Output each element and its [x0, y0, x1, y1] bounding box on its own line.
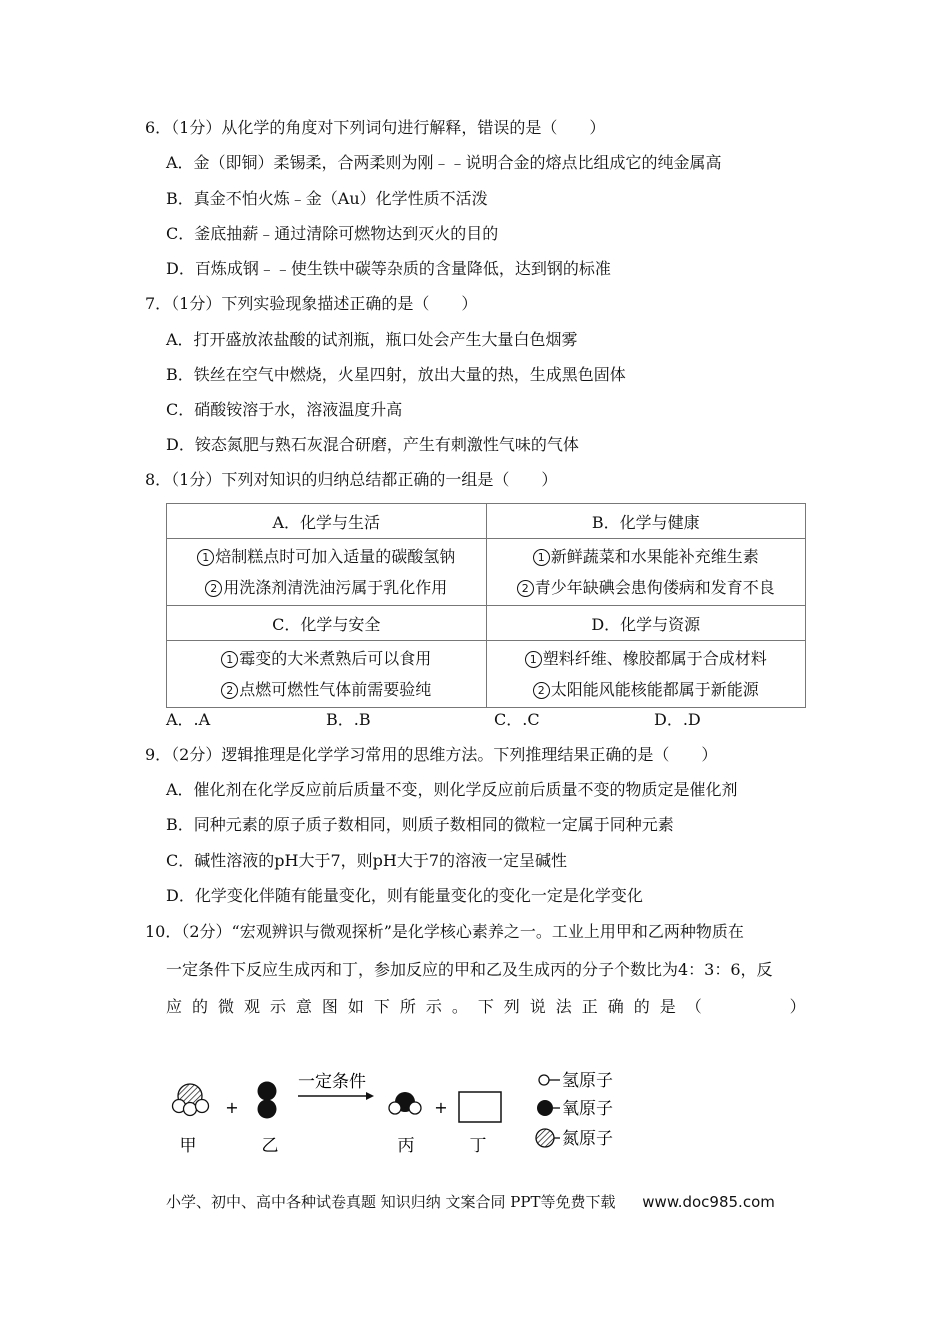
table-header-d: D．化学与资源: [486, 606, 806, 641]
q10-char: 图: [321, 997, 338, 1016]
number-1-icon: 1: [533, 549, 550, 566]
q9-option-b: B．同种元素的原子质子数相同，则质子数相同的微粒一定属于同种元素: [166, 815, 674, 834]
q8-answer-c: C．.C: [494, 710, 540, 729]
number-1-icon: 1: [197, 549, 214, 566]
table-header-b: B．化学与健康: [486, 504, 806, 539]
q6-stem: 6．（1分）从化学的角度对下列词句进行解释，错误的是（ ）: [145, 118, 606, 137]
q7-option-d: D．铵态氮肥与熟石灰混合研磨，产生有刺激性气味的气体: [166, 435, 579, 454]
label-jia: 甲: [179, 1136, 197, 1156]
q8-answer-a: A．.A: [166, 710, 211, 729]
legend-nitrogen: [536, 1129, 613, 1149]
q10-char: 所: [399, 997, 416, 1016]
cell-a-item-1: 焙制糕点时可加入适量的碳酸氢钠: [215, 547, 456, 566]
q8-answer-d: D．.D: [654, 710, 701, 729]
number-2-icon: 2: [517, 580, 534, 597]
cell-b-item-2: 青少年缺碘会患佝偻病和发育不良: [534, 578, 775, 597]
q10-char: [712, 997, 728, 1017]
q6-option-b: B．真金不怕火炼﹣金（Au）化学性质不活泼: [166, 189, 488, 208]
q7-option-b: B．铁丝在空气中燃烧，火星四射，放出大量的热，生成黑色固体: [166, 365, 626, 384]
unknown-product-box: [459, 1092, 501, 1122]
nitrogen-atom-icon: [536, 1129, 554, 1147]
q8-knowledge-table: [166, 503, 806, 708]
table-cell-b: [486, 539, 806, 606]
table-header-a: A．化学与生活: [167, 504, 487, 539]
q10-char: 是: [659, 997, 676, 1016]
plus-sign: +: [225, 1098, 239, 1117]
number-2-icon: 2: [221, 682, 238, 699]
number-2-icon: 2: [205, 580, 222, 597]
q10-char: [738, 997, 754, 1017]
legend-oxygen-label: 氧原子: [562, 1099, 613, 1119]
label-yi: 乙: [261, 1136, 279, 1156]
q10-char: 应: [166, 997, 183, 1016]
q10-char: 如: [347, 997, 364, 1016]
hydrogen-atom-icon: [539, 1075, 549, 1085]
q10-char: [764, 997, 780, 1017]
table-cell-a: [167, 539, 487, 606]
q10-stem-line-2: 一定条件下反应生成丙和丁，参加反应的甲和乙及生成丙的分子个数比为4：3：6，反: [166, 960, 773, 979]
q10-char: 的: [191, 997, 208, 1016]
q7-option-c: C．硝酸铵溶于水，溶液温度升高: [166, 400, 403, 419]
cell-a-item-2: 用洗涤剂清洗油污属于乳化作用: [223, 578, 448, 597]
q8-answer-b: B．.B: [326, 710, 371, 729]
label-ding: 丁: [469, 1136, 487, 1156]
q10-char: 下: [373, 997, 390, 1016]
q10-char: 法: [555, 997, 572, 1016]
q7-option-a: A．打开盛放浓盐酸的试剂瓶，瓶口处会产生大量白色烟雾: [166, 330, 578, 349]
q9-option-a: A．催化剂在化学反应前后质量不变，则化学反应前后质量不变的物质定是催化剂: [166, 780, 738, 799]
q10-stem-line-1: 10．（2分）“宏观辨识与微观探析”是化学核心素养之一。工业上用甲和乙两种物质在: [145, 922, 744, 941]
q10-char: 示: [269, 997, 286, 1016]
oxygen-atom-icon: [537, 1100, 553, 1116]
label-bing: 丙: [397, 1136, 415, 1156]
table-header-c: C．化学与安全: [167, 606, 487, 641]
reaction-condition: 一定条件: [298, 1072, 366, 1092]
cell-b-item-1: 新鲜蔬菜和水果能补充维生素: [550, 547, 759, 566]
cell-d-item-2: 太阳能风能核能都属于新能源: [550, 680, 759, 699]
q6-option-a: A．金（即铜）柔锡柔，合两柔则为刚﹣﹣说明合金的熔点比组成它的纯金属高: [166, 153, 722, 172]
q10-char: 意: [295, 997, 312, 1016]
molecule-bing-icon: [389, 1092, 421, 1114]
q6-option-c: C．釜底抽薪﹣通过清除可燃物达到灭火的目的: [166, 224, 499, 243]
q8-stem: 8．（1分）下列对知识的归纳总结都正确的一组是（ ）: [145, 470, 558, 489]
legend-hydrogen: [539, 1071, 613, 1091]
q10-char: （: [685, 997, 702, 1016]
arrow-head-icon: [366, 1092, 374, 1100]
cell-c-item-2: 点燃可燃性气体前需要验纯: [239, 680, 432, 699]
q10-char: 的: [633, 997, 650, 1016]
q7-stem: 7．（1分）下列实验现象描述正确的是（ ）: [145, 294, 478, 313]
q10-char: 确: [607, 997, 624, 1016]
reaction-diagram: [160, 1062, 640, 1162]
q10-char: 列: [503, 997, 520, 1016]
footer-url[interactable]: www.doc985.com: [642, 1193, 775, 1211]
number-1-icon: 1: [525, 651, 542, 668]
table-cell-c: [167, 641, 487, 708]
legend-hydrogen-label: 氢原子: [562, 1071, 613, 1091]
q9-stem: 9．（2分）逻辑推理是化学学习常用的思维方法。下列推理结果正确的是（ ）: [145, 745, 718, 764]
q10-char: 下: [477, 997, 494, 1016]
cell-c-item-1: 霉变的大米煮熟后可以食用: [239, 649, 432, 668]
legend-nitrogen-label: 氮原子: [562, 1129, 613, 1149]
q6-option-d: D．百炼成钢﹣﹣使生铁中碳等杂质的含量降低，达到钢的标准: [166, 259, 611, 278]
q10-stem-line-3: [166, 997, 806, 1017]
footer-text: 小学、初中、高中各种试卷真题 知识归纳 文案合同 PPT等免费下载: [166, 1193, 616, 1211]
number-2-icon: 2: [533, 682, 550, 699]
molecule-yi-icon: [258, 1082, 277, 1119]
legend-oxygen: [537, 1099, 613, 1119]
q9-option-c: C．碱性溶液的pH大于7，则pH大于7的溶液一定呈碱性: [166, 851, 567, 870]
q10-char: 。: [451, 997, 468, 1016]
q10-char: 正: [581, 997, 598, 1016]
q10-char: 示: [425, 997, 442, 1016]
q10-char: ）: [789, 997, 806, 1016]
q9-option-d: D．化学变化伴随有能量变化，则有能量变化的变化一定是化学变化: [166, 886, 643, 905]
q10-char: 观: [243, 997, 260, 1016]
q10-char: 说: [529, 997, 546, 1016]
plus-sign: +: [434, 1098, 448, 1117]
cell-d-item-1: 塑料纤维、橡胶都属于合成材料: [542, 649, 767, 668]
table-cell-d: [486, 641, 806, 708]
q10-char: 微: [217, 997, 234, 1016]
number-1-icon: 1: [221, 651, 238, 668]
page-footer: [166, 1192, 775, 1212]
molecule-jia-icon: [173, 1084, 209, 1116]
